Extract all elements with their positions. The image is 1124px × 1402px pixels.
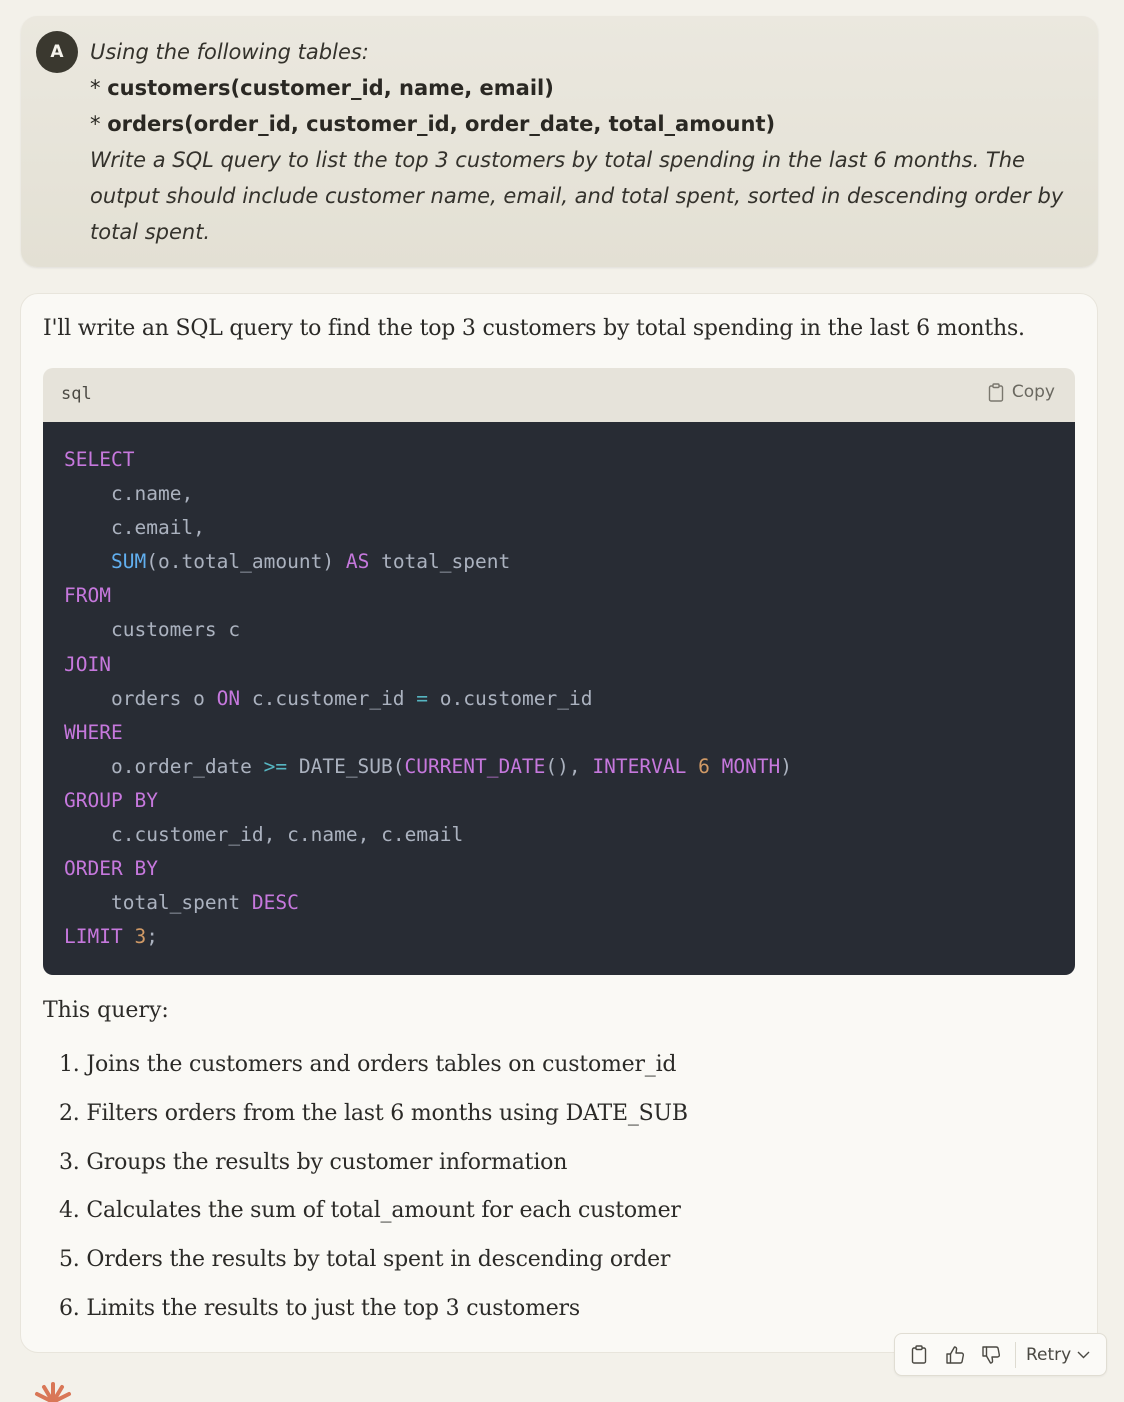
thumbs-down-button[interactable]	[979, 1343, 1003, 1367]
table-line-customers: * customers(customer_id, name, email)	[90, 76, 554, 100]
explanation-title: This query:	[43, 998, 169, 1023]
prompt-line: total spent.	[90, 220, 211, 244]
code-token: DESC	[251, 891, 299, 915]
list-item: 2. Filters orders from the last 6 months using DATE_SUB	[59, 1100, 688, 1126]
thumbs-down-icon	[981, 1345, 1002, 1365]
table-line-orders: * orders(order_id, customer_id, order_date, total_amount)	[90, 112, 776, 136]
assistant-intro: I'll write an SQL query to find the top 3 customers by total spending in the last 6 months.	[43, 316, 1025, 341]
retry-label: Retry	[1026, 1344, 1072, 1365]
user-intro: Using the following tables:	[90, 40, 369, 64]
code-token: SELECT	[64, 448, 135, 471]
code-block	[43, 422, 1075, 975]
code-token: BY	[134, 788, 158, 812]
assistant-message	[20, 293, 1098, 1353]
prompt-line: Write a SQL query to list the top 3 customers by total spending in the last 6 months. The	[90, 148, 1025, 172]
copy-response-button[interactable]	[907, 1343, 931, 1367]
code-token: BY	[134, 857, 158, 881]
sql-code: SELECT c.name, c.email, SUM(o.total_amount) AS total_spent FROM customers c JOIN orders o ON c.customer_id = o.customer_id WHERE o.order_date >= DATE_SUB(CURRENT_DATE(), INTERVAL 6 MONTH) GROUP BY c.customer_id, c.name, c.email ORDER BY total_spent DESC LIMIT 3;	[64, 448, 793, 949]
clipboard-icon	[988, 383, 1004, 402]
user-message-text	[90, 34, 1065, 250]
code-token: MONTH	[721, 754, 781, 778]
claude-spark-icon	[30, 1378, 78, 1402]
user-message	[21, 16, 1098, 267]
list-item: 6. Limits the results to just the top 3 customers	[59, 1295, 580, 1321]
code-block-header	[43, 368, 1075, 424]
list-item: 1. Joins the customers and orders tables on customer_id	[59, 1052, 677, 1077]
code-token: CURRENT_DATE	[404, 754, 546, 778]
code-token: =	[416, 686, 429, 710]
copy-label: Copy	[1011, 382, 1055, 402]
code-token: FROM	[64, 584, 111, 608]
code-token: ORDER	[64, 857, 123, 881]
thumbs-up-icon	[945, 1345, 966, 1365]
user-avatar[interactable]	[36, 31, 78, 73]
list-item: 5. Orders the results by total spent in descending order	[59, 1247, 671, 1273]
thumbs-up-button[interactable]	[943, 1343, 967, 1367]
code-token: WHERE	[64, 720, 123, 744]
avatar-letter: A	[50, 42, 64, 62]
code-token: ON	[216, 686, 241, 710]
code-token: 6	[698, 754, 710, 778]
code-token: LIMIT	[64, 925, 123, 949]
action-divider	[1015, 1342, 1016, 1368]
copy-code-button[interactable]	[988, 382, 1055, 402]
code-token: GROUP	[64, 788, 123, 812]
code-token: JOIN	[64, 652, 111, 676]
list-item: 3. Groups the results by customer information	[59, 1149, 568, 1175]
copy-icon	[911, 1345, 927, 1364]
code-token: >=	[263, 754, 288, 778]
retry-button[interactable]	[1026, 1345, 1090, 1365]
message-actions	[894, 1333, 1107, 1376]
code-token: 3	[134, 925, 147, 949]
chevron-down-icon	[1077, 1351, 1090, 1359]
prompt-line: output should include customer name, email, and total spent, sorted in descending order by	[90, 184, 1064, 208]
code-language-label: sql	[61, 384, 92, 404]
list-item: 4. Calculates the sum of total_amount for each customer	[59, 1198, 681, 1224]
explanation-list	[59, 1049, 688, 1342]
code-token: SUM	[110, 550, 147, 574]
code-token: INTERVAL	[592, 754, 687, 778]
code-token: AS	[345, 550, 370, 574]
